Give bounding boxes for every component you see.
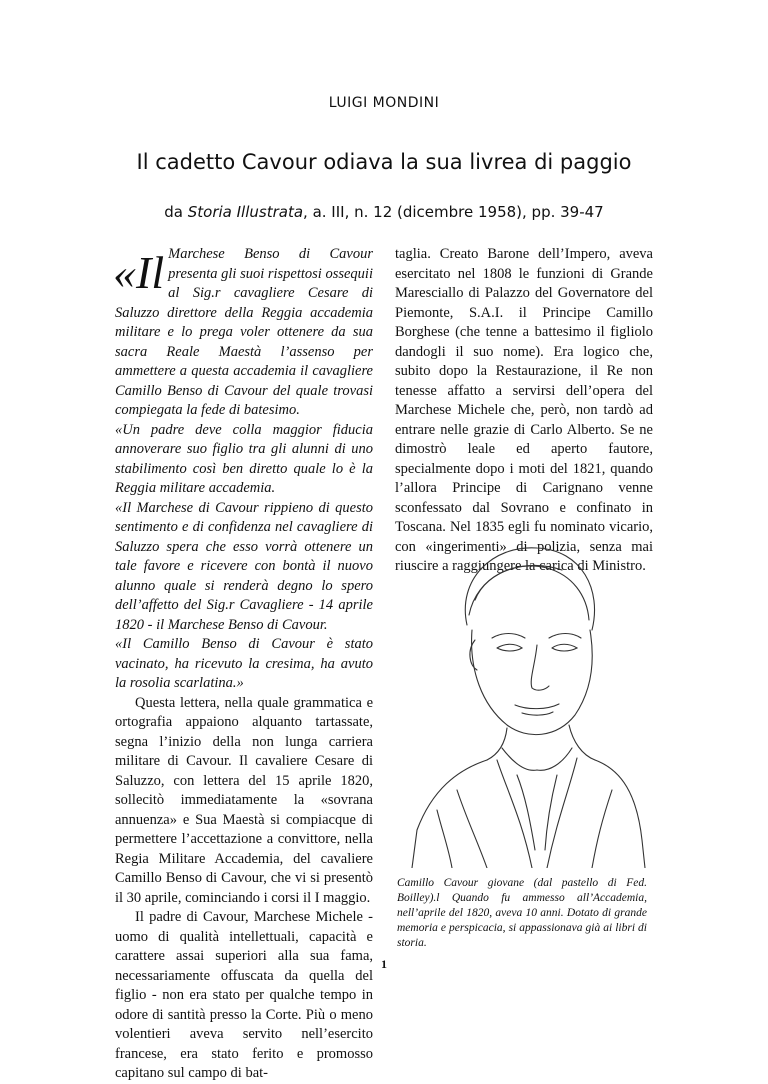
drop-cap: «Il [113,247,165,298]
body-paragraph-3: taglia. Creato Barone dell’Impero, aveva esercitato nel 1808 le funzioni di Grande Maresciallo di Palazzo del Governatore del Piemonte, S.A.I. il Principe Camillo Borghese (che tenne a battesimo il figliolo dandogli il suo nome). Era logico che, subito dopo la Restaurazione, il Re non tenesse affatto a servirsi dell’opera del Marchese Michele che, però, non tardò ad entrare nelle grazie di Carlo Alberto. Se ne dimostrò leale ed aperto fautore, specialmente dopo i moti del 1821, quando l’allora Principe di Carignano venne sconfessato dal Sovrano e confinato in Toscana. Nel 1835 egli fu nominato vicario, con «ingerimenti» di polizia, senza mai riuscire a raggiungere la carica di Ministro. [395,246,653,574]
source-suffix: , a. III, n. 12 (dicembre 1958), pp. 39-47 [303,203,604,221]
body-paragraph-1: Questa lettera, nella quale grammatica e ortografia appaiono alquanto tartassate, segna l’inizio della non lunga carriera militare di Cavour. Il cavaliere Cesare di Saluzzo, con lettera del 15 aprile 1820, sollecitò immediatamente la «sovrana annuenza» e Sua Maestà si compiacque di permettere l’accettazione a convittore, nella Regia Militare Accademia, del cavaliere Camillo Benso di Cavour, che vi si presentò il 30 aprile, cominciando i corsi il I maggio. [115,694,373,906]
letter-paragraph-3: «Il Marchese di Cavour rippieno di questo sentimento e di confidenza nel cavagliere di Saluzzo spera che esso vorrà ottenere un tale favore e ricevere con bontà il nuovo alunno quale si renderà degno lo spero dell’affetto del Sig.r Cavagliere - 14 aprile 1820 - il Marchese Benso di Cavour. [115,499,373,633]
image-caption: Camillo Cavour giovane (dal pastello di Fed. Boilley).l Quando fu ammesso all’Accademia, nell’aprile del 1820, aveva 10 anni. Dotato di grande memoria e perspicacia, si appassionava già ai libri di storia. [397,877,647,949]
article-title: Il cadetto Cavour odiava la sua livrea di paggio [136,150,632,174]
left-column [115,245,373,1084]
letter-paragraph-4: «Il Camillo Benso di Cavour è stato vacinato, ha ricevuto la cresima, ha avuto la rosolia scarlatina.» [115,636,373,691]
source-prefix: da [164,203,188,221]
letter-paragraph-1-text: Marchese Benso di Cavour presenta gli suoi rispettosi ossequii al Sig.r cavagliere Cesare di Saluzzo direttore della Reggia accademia militare e lo prega voler ottenere da sua sacra Reale Maestà l’assenso per ammettere a questa accademia il cavagliere Camillo Benso di Cavour del quale trovasi compiegata la fede di batesimo. [115,246,373,418]
portrait-sketch-icon [397,520,650,868]
source-line [0,203,768,221]
page-number: 1 [381,957,387,971]
source-journal: Storia Illustrata [187,203,304,221]
body-paragraph-2: Il padre di Cavour, Marchese Michele - uomo di qualità intellettuali, capacità e carattere assai superiori alla sua fama, necessariamente offuscata da quella del figlio - non era stato per qualche tempo in odore di santità presso la Corte. Più o meno volentieri aveva servito nell’esercito francese, era stato ferito e promosso capitano sul campo di bat- [115,909,373,1081]
portrait-illustration [397,520,650,868]
letter-paragraph-2: «Un padre deve colla maggior fiducia annoverare suo figlio tra gli alunni di uno stabilimento così ben diretto quale lo è la Reggia militare accademia. [115,421,373,496]
author-name: LUIGI MONDINI [328,95,440,111]
letter-paragraph-1 [115,245,373,421]
